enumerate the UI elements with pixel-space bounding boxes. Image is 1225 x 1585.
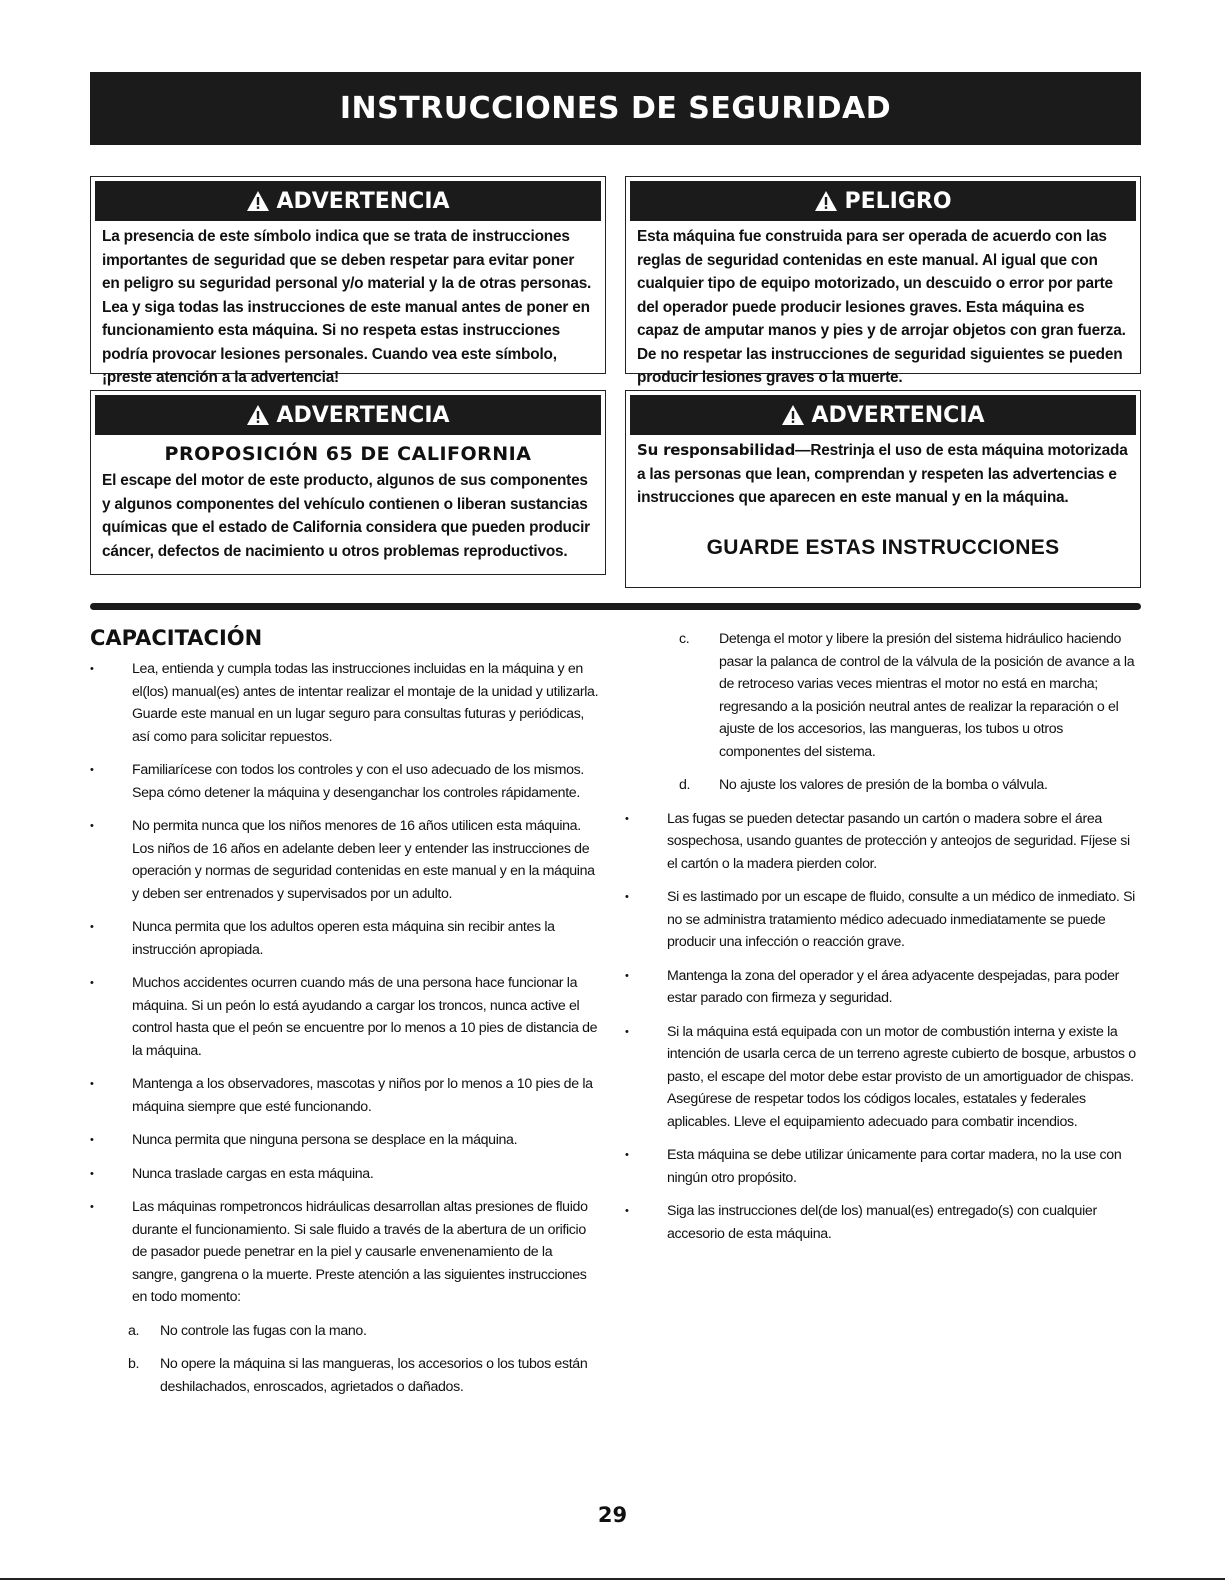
- warning-box-text: La presencia de este símbolo indica que se trata de instrucciones importantes de seguridad que se deben respetar para evitar poner en peligro su seguridad personal y/o material y la de otras personas. Lea y siga todas las instrucciones de este manual antes de poner en funcionamiento esta máquina. Si no respeta estas instrucciones podría provocar lesiones personales. Cuando vea este símbolo, ¡preste atención a la advertencia!: [102, 228, 592, 386]
- responsibility-box-heading: [630, 395, 1136, 435]
- sub-item-text: No opere la máquina si las mangueras, los accesorios o los tubos están deshilachados, enroscados, agrietados o dañados.: [160, 1356, 588, 1395]
- list-item: • Las fugas se pueden detectar pasando un cartón o madera sobre el área sospechosa, usando guantes de protección y anteojos de seguridad. Fíjese si el cartón o la madera pierden color.: [625, 808, 1141, 876]
- responsibility-box-text: [626, 435, 1140, 510]
- list-item: • Muchos accidentes ocurren cuando más de una persona hace funcionar la máquina. Si un peón lo está ayudando a cargar los troncos, nunca active el control hasta que el peón se encuentre por lo menos a 10 pies de distancia de la máquina.: [90, 972, 600, 1062]
- list-item: • Lea, entienda y cumpla todas las instrucciones incluidas en la máquina y en el(los) manual(es) antes de intentar realizar el montaje de la unidad y utilizarla. Guarde este manual en un lugar seguro para consultas futuras y periódicas, así como para solicitar repuestos.: [90, 658, 600, 748]
- page-number: 29: [597, 1503, 628, 1527]
- responsibility-heading-text: ADVERTENCIA: [811, 402, 985, 428]
- list-item: • Siga las instrucciones del(de los) manual(es) entregado(s) con cualquier accesorio de esta máquina.: [625, 1200, 1141, 1245]
- sub-list-item: [679, 774, 1141, 797]
- right-column: [625, 628, 1141, 1256]
- sub-item-label: b.: [128, 1356, 140, 1372]
- list-item: • No permita nunca que los niños menores de 16 años utilicen esta máquina. Los niños de 16 años en adelante deben leer y entender las instrucciones de operación y normas de seguridad contenidas en este manual y en la máquina y deben ser entrenados y supervisados por un adulto.: [90, 815, 600, 905]
- list-item: • Si es lastimado por un escape de fluido, consulte a un médico de inmediato. Si no se administra tratamiento médico adecuado inmediatamente se puede producir una infección o reacción grave.: [625, 886, 1141, 954]
- sub-item-label: c.: [679, 631, 690, 647]
- list-item: • Nunca traslade cargas en esta máquina.: [90, 1163, 600, 1186]
- danger-box-heading: [630, 181, 1136, 221]
- list-item: • Familiarícese con todos los controles y con el uso adecuado de los mismos. Sepa cómo detener la máquina y desenganchar los controles rápidamente.: [90, 759, 600, 804]
- warning-box: [90, 176, 606, 386]
- list-item: • Las máquinas rompetroncos hidráulicas desarrollan altas presiones de fluido durante el funcionamiento. Si sale fluido a través de la abertura de un orificio de pasador puede penetrar en la piel y causarle envenenamiento de la sangre, gangrena o la muerte. Preste atención a las siguientes instrucciones en todo momento:: [90, 1196, 600, 1309]
- prop65-subtitle: PROPOSICIÓN 65 DE CALIFORNIA: [164, 443, 532, 465]
- prop65-box-heading: [95, 395, 601, 435]
- sub-list-item: [128, 1353, 600, 1398]
- sub-item-label: d.: [679, 777, 691, 793]
- warning-triangle-icon: [246, 190, 270, 212]
- warning-triangle-icon: [781, 404, 805, 426]
- warning-box-heading: [95, 181, 601, 221]
- bottom-rule: [0, 1578, 1225, 1580]
- sub-item-label: a.: [128, 1322, 140, 1339]
- list-item: • Mantenga a los observadores, mascotas y niños por lo menos a 10 pies de la máquina siempre que esté funcionando.: [90, 1073, 600, 1118]
- prop65-heading-text: ADVERTENCIA: [276, 402, 450, 428]
- right-bullet-list: [625, 628, 1141, 1245]
- section-title: CAPACITACIÓN: [90, 626, 263, 650]
- warning-heading-text: ADVERTENCIA: [276, 188, 450, 214]
- list-item: • Esta máquina se debe utilizar únicamente para cortar madera, no la use con ningún otro propósito.: [625, 1144, 1141, 1189]
- sub-list-item: [128, 1320, 600, 1343]
- danger-box-text: Esta máquina fue construida para ser operada de acuerdo con las reglas de seguridad contenidas en este manual. Al igual que con cualquier tipo de equipo motorizado, un descuido o error por parte del operador puede producir lesiones graves. Esta máquina es capaz de amputar manos y pies y de arrojar objetos con gran fuerza. De no respetar las instrucciones de seguridad siguientes se pueden producir lesiones graves o la muerte.: [637, 228, 1126, 386]
- danger-box: [625, 176, 1141, 386]
- warning-triangle-icon: [246, 404, 270, 426]
- left-column: [90, 658, 600, 1409]
- left-bullet-list: [90, 658, 600, 1398]
- list-item: • Si la máquina está equipada con un motor de combustión interna y existe la intención de usarla cerca de un terreno agreste cubierto de bosque, arbustos o pasto, el escape del motor debe estar provisto de un amortiguador de chispas. Asegúrese de respetar todos los códigos locales, estatales y federales aplicables. Lleve el equipamiento adecuado para combatir incendios.: [625, 1021, 1141, 1134]
- list-item: • Nunca permita que los adultos operen esta máquina sin recibir antes la instrucción apropiada.: [90, 916, 600, 961]
- page-title: INSTRUCCIONES DE SEGURIDAD: [339, 91, 892, 126]
- save-instructions: GUARDE ESTAS INSTRUCCIONES: [706, 535, 1060, 559]
- sub-item-text: No ajuste los valores de presión de la bomba o válvula.: [719, 777, 1048, 793]
- section-divider: [90, 603, 1141, 610]
- list-item: • Mantenga la zona del operador y el área adyacente despejadas, para poder estar parado con firmeza y seguridad.: [625, 965, 1141, 1010]
- sub-list-item: [679, 628, 1141, 763]
- prop65-box: [90, 390, 606, 575]
- responsibility-body: —Restrinja el uso de esta máquina motorizada a las personas que lean, comprendan y respeten las advertencias e instrucciones que aparecen en este manual y en la máquina.: [637, 442, 1128, 506]
- warning-triangle-icon: [814, 190, 838, 212]
- sub-item-text: No controle las fugas con la mano.: [160, 1322, 367, 1339]
- responsibility-lead: Su responsabilidad: [637, 441, 796, 459]
- prop65-box-text: El escape del motor de este producto, algunos de sus componentes y algunos componentes del vehículo contienen o liberan sustancias químicas que el estado de California considera que pueden producir cáncer, defectos de nacimiento u otros problemas reproductivos.: [102, 472, 590, 560]
- sub-item-text: Detenga el motor y libere la presión del sistema hidráulico haciendo pasar la palanca de control de la válvula de la posición de avance a la de retroceso varias veces mientras el motor no está en marcha; regresando a la posición neutral antes de realizar la reparación o el ajuste de los accesorios, las mangueras, los tubos u otros componentes del sistema.: [719, 631, 1135, 760]
- danger-heading-text: PELIGRO: [844, 188, 952, 214]
- responsibility-box: [625, 390, 1141, 588]
- list-item: • Nunca permita que ninguna persona se desplace en la máquina.: [90, 1129, 600, 1152]
- page-banner: [90, 72, 1141, 145]
